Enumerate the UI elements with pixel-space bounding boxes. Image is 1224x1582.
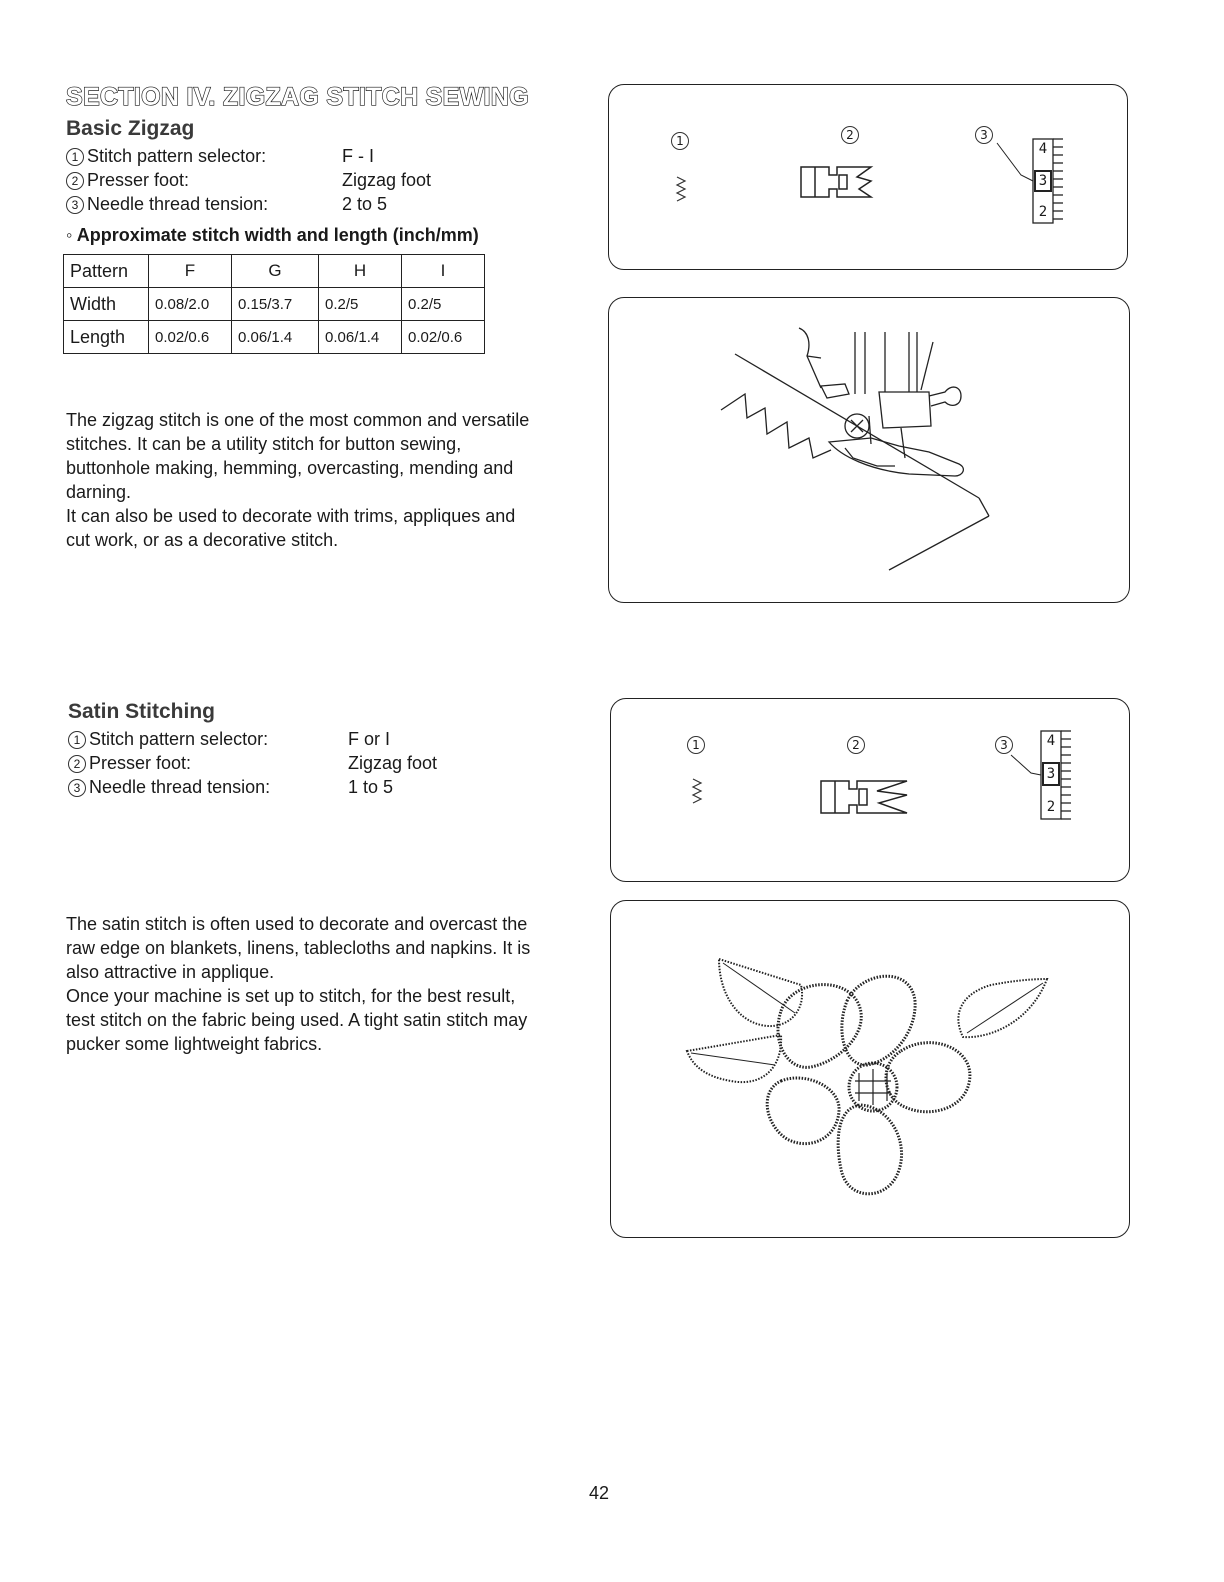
table-cell: H <box>319 255 402 288</box>
table-header-row <box>64 255 485 288</box>
table-cell: 0.02/0.6 <box>149 321 232 354</box>
table-cell: Width <box>64 288 149 321</box>
section-title: SECTION IV. ZIGZAG STITCH SEWING <box>66 83 529 111</box>
tension-dial-icon <box>997 139 1063 223</box>
spec-value: 1 to 5 <box>348 777 394 797</box>
paragraph-line: darning. <box>66 482 132 502</box>
zigzag-foot-icon <box>821 781 907 813</box>
dial-number: 2 <box>1046 799 1056 815</box>
basic-zigzag-heading: Basic Zigzag <box>66 117 195 140</box>
satin-description <box>66 912 586 1056</box>
spec-row <box>66 144 546 168</box>
paragraph-line: test stitch on the fabric being used. A tight satin stitch may <box>66 1010 528 1030</box>
spec-number: 1 <box>66 148 84 166</box>
zigzag-stitch-icon <box>693 779 701 803</box>
paragraph-line: cut work, or as a decorative stitch. <box>66 530 339 550</box>
paragraph-line: also attractive in applique. <box>66 962 275 982</box>
zigzag-stitch-icon <box>677 177 685 201</box>
table-cell: Length <box>64 321 149 354</box>
spec-value: Zigzag foot <box>342 170 432 190</box>
spec-number: 1 <box>68 731 86 749</box>
dial-number: 4 <box>1038 141 1048 157</box>
marker-2: 2 <box>841 125 862 145</box>
dial-number: 3 <box>1038 173 1048 189</box>
table-row <box>64 321 485 354</box>
zigzag-sewing-illustration <box>609 298 1129 602</box>
spec-number: 3 <box>66 196 84 214</box>
marker-3: 3 <box>975 125 996 145</box>
satin-stitching-heading: Satin Stitching <box>68 700 215 723</box>
settings-illustration <box>611 699 1129 881</box>
paragraph-line: buttonhole making, hemming, overcasting, mending and <box>66 458 514 478</box>
spec-label: Needle thread tension: <box>89 777 271 797</box>
spec-label: Presser foot: <box>87 170 190 190</box>
spec-value: Zigzag foot <box>348 753 438 773</box>
spec-value: F - I <box>342 146 374 166</box>
dial-number: 2 <box>1038 204 1048 220</box>
basic-spec-list <box>66 144 546 216</box>
spec-number: 2 <box>68 755 86 773</box>
spec-row <box>66 192 546 216</box>
marker-3: 3 <box>995 735 1016 755</box>
table-row <box>64 288 485 321</box>
paragraph-line: The zigzag stitch is one of the most common and versatile <box>66 410 530 430</box>
table-note-text: Approximate stitch width and length (inch/mm) <box>76 225 479 245</box>
paragraph-line: pucker some lightweight fabrics. <box>66 1034 323 1054</box>
table-cell: Pattern <box>64 255 149 288</box>
paragraph-line: raw edge on blankets, linens, tablecloths and napkins. It is <box>66 938 531 958</box>
table-cell: 0.06/1.4 <box>319 321 402 354</box>
tension-dial-icon <box>1011 731 1071 819</box>
spec-row <box>68 727 548 751</box>
zigzag-sewing-illustration-panel <box>608 297 1130 603</box>
table-cell: 0.06/1.4 <box>232 321 319 354</box>
spec-number: 2 <box>66 172 84 190</box>
stitch-spec-table <box>63 254 485 354</box>
table-cell: G <box>232 255 319 288</box>
dial-number: 3 <box>1046 766 1056 782</box>
spec-row <box>68 751 548 775</box>
table-cell: I <box>402 255 485 288</box>
table-cell: 0.2/5 <box>402 288 485 321</box>
marker-1: 1 <box>671 131 692 151</box>
spec-row <box>66 168 546 192</box>
spec-value: 2 to 5 <box>342 194 388 214</box>
basic-description <box>66 408 586 552</box>
paragraph-line: Once your machine is set up to stitch, for the best result, <box>66 986 516 1006</box>
settings-panel-basic <box>608 84 1128 270</box>
spec-label: Needle thread tension: <box>87 194 269 214</box>
paragraph-line: stitches. It can be a utility stitch for button sewing, <box>66 434 462 454</box>
spec-row <box>68 775 548 799</box>
table-cell: F <box>149 255 232 288</box>
spec-number: 3 <box>68 779 86 797</box>
satin-flower-illustration-panel <box>610 900 1130 1238</box>
table-cell: 0.08/2.0 <box>149 288 232 321</box>
table-cell: 0.02/0.6 <box>402 321 485 354</box>
marker-2: 2 <box>847 735 868 755</box>
satin-spec-list <box>68 727 548 799</box>
spec-label: Stitch pattern selector: <box>87 146 267 166</box>
page-number: 42 <box>589 1483 610 1503</box>
spec-label: Presser foot: <box>89 753 192 773</box>
marker-1: 1 <box>687 735 708 755</box>
paragraph-line: It can also be used to decorate with trims, appliques and <box>66 506 516 526</box>
zigzag-foot-icon <box>801 167 871 197</box>
spec-label: Stitch pattern selector: <box>89 729 269 749</box>
satin-flower-illustration <box>611 901 1129 1237</box>
settings-panel-satin <box>610 698 1130 882</box>
paragraph-line: The satin stitch is often used to decorate and overcast the <box>66 914 528 934</box>
spec-value: F or I <box>348 729 391 749</box>
table-cell: 0.2/5 <box>319 288 402 321</box>
table-note <box>66 225 479 246</box>
bullet-icon: ◦ <box>66 225 77 245</box>
table-cell: 0.15/3.7 <box>232 288 319 321</box>
dial-number: 4 <box>1046 733 1056 749</box>
